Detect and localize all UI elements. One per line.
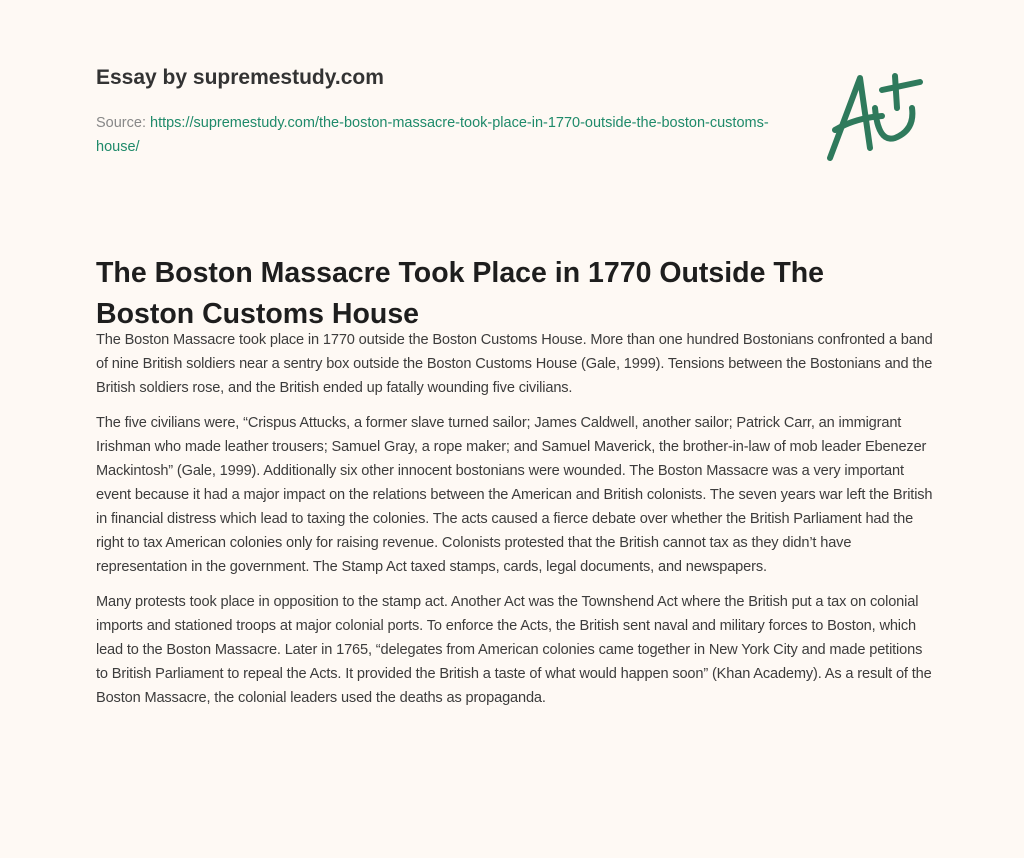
source-label: Source: [96,115,150,131]
paragraph: Many protests took place in opposition to the stamp act. Another Act was the Townshend Act where the British put a tax on colonial imports and stationed troops at major colonial ports. To enforce the Acts, the British sent naval and military forces to Boston, which lead to the Boston Massacre. Later in 1765, “delegates from American colonies came together in New York City and made petitions to British Parliament to repeal the Acts. It provided the British a taste of what would happen soon” (Khan Academy). As a result of the Boston Massacre, the colonial leaders used the deaths as propaganda. [96,594,932,706]
paragraph: The five civilians were, “Crispus Attucks, a former slave turned sailor; James Caldwell, another sailor; Patrick Carr, an immigrant Irishman who made leather trousers; Samuel Gray, a rope maker; and Samuel Maverick, the brother-in-law of mob leader Ebenezer Mackintosh” (Gale, 1999). Additionally six other innocent bostonians were wounded. The Boston Massacre was a very important event because it had a major impact on the relations between the American and British colonists. The seven years war left the British in financial distress which lead to taxing the colonies. The acts caused a fierce debate over whether the British Parliament had the right to tax American colonies only for raising revenue. Colonists protested that the British cannot tax as they didn’t have representation in the government. The Stamp Act taxed stamps, cards, legal documents, and newspapers. [96,415,933,575]
paragraph: The Boston Massacre took place in 1770 outside the Boston Customs House. More than one hundred Bostonians confronted a band of nine British soldiers near a sentry box outside the Boston Customs House (Gale, 1999). Tensions between the Bostonians and the British soldiers rose, and the British ended up fatally wounding five civilians. [96,332,933,396]
essay-title: The Boston Massacre Took Place in 1770 Outside The Boston Customs House [96,257,825,330]
a-plus-logo-icon [820,68,930,164]
source-line [96,111,776,159]
source-link[interactable]: https://supremestudy.com/the-boston-massacre-took-place-in-1770-outside-the-boston-customs-house/ [96,115,769,155]
essay-body [96,328,936,721]
site-brand: Essay by supremestudy.com [96,66,384,89]
